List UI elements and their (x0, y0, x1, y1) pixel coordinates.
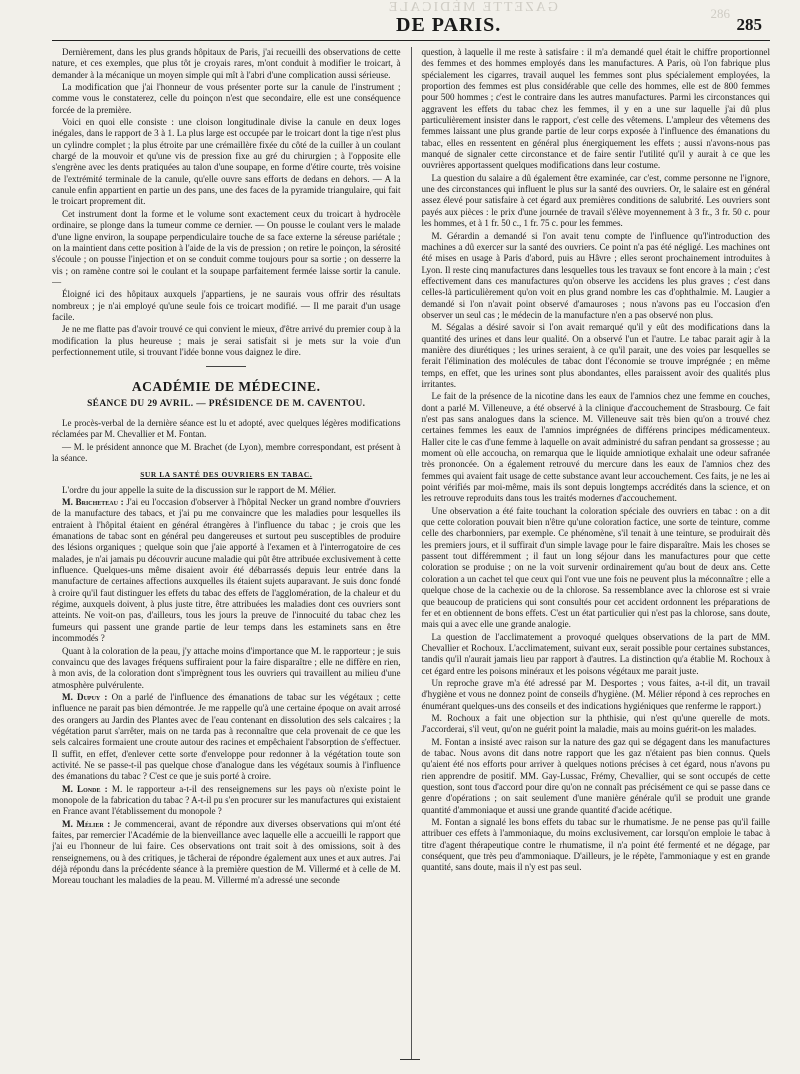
speech-text: J'ai eu l'occasion d'observer à l'hôpital Necker un grand nombre d'ouvriers de la manufacture des tabacs, et j'ai pu me convaincre que les maladies pour lesquelles ils entraient à l'hôpital étaient en général étrangères à l'influence du tabac ; je crois que les émanations de tabac sont en général peu dangereuses et surtout peu susceptibles de produire des lésions organiques ; quelque soin que j'aie apporté à l'examen et à l'interrogatoire de ces malades, je n'ai jamais pu découvrir aucune maladie qui pût être attribuée exclusivement à cette influence. Quelques-uns même disaient avoir été débarrassés depuis leur entrée dans la manufacture de certaines affections auxquelles ils étaient sujets auparavant. Je suis donc fondé à croire qu'il faut distinguer les effets du tabac des effets de l'agglomération, de la chaleur et du régime, auxquels doivent, à plus juste titre, être attribuées les maladies dont ces ouvriers sont atteints. Ne voit-on pas, d'ailleurs, tous les jours la preuve de l'innocuité du tabac chez les fumeurs qui passent une grande partie de leur temps dans les estaminets sans en être incommodés ? (52, 497, 401, 644)
paragraph: L'ordre du jour appelle la suite de la discussion sur le rapport de M. Mélier. (62, 484, 336, 495)
paragraph: Le procès-verbal de la dernière séance est lu et adopté, avec quelques légères modifications réclamées par M. Chevallier et M. Fontan. (52, 417, 401, 440)
topic-subheading: SUR LA SANTÉ DES OUVRIERS EN TABAC. (140, 470, 313, 480)
paragraph (52, 497, 401, 644)
speech-text: Je commencerai, avant de répondre aux diverses observations qui m'ont été faites, par remercier l'Académie de la bienveillance avec laquelle elle a accueilli le rapport que j'ai eu l'honneur de lui faire. Ces observations ont trait soit à des omissions, soit à des renseignemens, ou à des critiques, je tâcherai de répondre également aux unes et aux autres. J'ai déjà répondu dans la précédente séance à la première question de M. Villermé et à celle de M. Moreau touchant les maladies de la peau. M. Villermé m'a adressé une seconde (52, 818, 401, 886)
paragraph: Je ne me flatte pas d'avoir trouvé ce qui convient le mieux, d'être arrivé du premier coup à la modification la plus heureuse ; mais je serai satisfait si je mets sur la voie d'un perfectionnement utile, si trouvant l'idée bonne vous daignez le dire. (52, 324, 401, 357)
bleedthrough-page-number: 286 (710, 6, 730, 21)
newspaper-title: DE PARIS. (396, 14, 502, 36)
paragraph: question, à laquelle il me reste à satisfaire : il m'a demandé quel était le chiffre proportionnel des femmes et des hommes employés dans les manufactures. A Paris, où l'on fabrique plus spécialement les cigarres, travail auquel les femmes sont plus spécialement employées, la proportion des femmes est plus considérable que celle des hommes, elle est de 800 femmes pour 500 hommes ; c'est le contraire dans les autres manufactures. Parmi les circonstances qui aggravent les effets du tabac chez les femmes, il y en a une sur laquelle j'ai dû plus particulièrement insister dans le rapport, c'est celle des vêtemens. L'ampleur des vêtemens des femmes laissant une plus grande partie de leur corps exposée à l'influence des émanations du tabac, elles en ressentent en général plus énergiquement les effets ; aussi n'avons-nous pas manqué de signaler cette circonstance et de faire sentir l'utilité qu'il y aurait à ce que les ouvrières apportassent quelques modifications dans leur costume. (421, 47, 770, 171)
paragraph: Un reproche grave m'a été adressé par M. Desportes ; vous faites, a-t-il dit, un travail d'hygiène et vous ne donnez point de conseils d'hygiène. (M. Mélier répond à ces reproches en énumérant quelques-uns des conseils et des indications hygiéniques que renferme le rapport.) (421, 677, 770, 711)
paragraph: La modification que j'ai l'honneur de vous présenter porte sur la canule de l'instrument ; comme vous le constaterez, celle du poinçon n'est que secondaire, elle est une conséquence forcée de la première. (52, 82, 401, 115)
paragraph: La question de l'acclimatement a provoqué quelques observations de la part de MM. Chevallier et Rochoux. L'acclimatement, suivant eux, serait possible pour certaines substances, tandis qu'il n'aurait jamais lieu par rapport à d'autres. La distinction qu'a établie M. Rochoux à cet égard entre les poisons minéraux et les poisons végétaux me parait juste. (421, 631, 770, 676)
section-divider (206, 366, 246, 367)
paragraph: M. Fontan a signalé les bons effets du tabac sur le rhumatisme. Je ne pense pas qu'il faille attribuer ces effets à l'ammoniaque, du moins exclusivement, car lorsqu'on emploie le tabac à titre d'agent thérapeutique contre le rhumatisme, il n'a point été fermenté et ne dégage, par conséquent, que très peu d'ammoniaque. D'ailleurs, je le répète, l'ammoniaque y est en grande quantité, sans doute, mais il n'y est pas seul. (421, 817, 770, 873)
paragraph: Voici en quoi elle consiste : une cloison longitudinale divise la canule en deux loges inégales, dans le rapport de 3 à 1. La plus large est occupée par le troicart dont la tige n'est plus un cylindre complet ; la plus étroite par une crémaillère fixée du côté de la cuiller à un coulant chargé de la mouvoir et qu'une vis de pression fixe au gré du chirurgien ; à l'opposite elle s'engrène avec les dents pratiquées au talon d'une soupape, en forme d'étire courte, très voisine de l'extrémité terminale de la canule, qu'elle ouvre sans efforts de dedans en dehors. — A la canule enfin appartient en partie un des pans, une des faces de la pyramide triangulaire, qui fait le troicart proprement dit. (52, 117, 401, 207)
speaker-name: M. Bricheteau : (62, 497, 124, 508)
paragraph: Éloigné ici des hôpitaux auxquels j'appartiens, je ne saurais vous offrir des résultats nombreux ; je n'ai employé qu'une seule fois ce troicart modifié. — Il me parait d'un usage facile. (52, 289, 401, 322)
paragraph (52, 692, 401, 783)
speaker-name: M. Mélier : (62, 818, 111, 829)
speaker-name: M. Dupuy : (62, 691, 108, 702)
section-heading: ACADÉMIE DE MÉDECINE. (131, 379, 321, 395)
paragraph: Le fait de la présence de la nicotine dans les eaux de l'amnios chez une femme en couches, dont a parlé M. Villeneuve, a été observé à la clinique d'accouchement de Strasbourg. Ce fait n'est pas sans analogues dans la science. M. Villeneuve sait très bien qu'on a trouvé chez certaines femmes les eaux de l'amnios imprégnées de différens principes médicamenteux. Haller cite le cas d'une femme à laquelle on avait administré du safran pendant sa grossesse ; au moment où elle accoucha, on remarqua que le liquide amniotique exhalait une odeur safranée très prononcée. On a également retrouvé du mercure dans les eaux de l'amnios chez des femmes qui avaient fait usage de cette substance avant leur accouchement. Ces faits, je ne les ai point vérifiés par moi-même, mais ils sont depuis longtemps accrédités dans la science, et on les retrouve reproduits dans tous les traités modernes d'accouchement. (421, 391, 770, 504)
paragraph: M. Gérardin a demandé si l'on avait tenu compte de l'influence qu'l'introduction des machines a dû exercer sur la santé des ouvriers. Ce point n'a pas été négligé. Les machines ont été mises en usage à Paris d'abord, puis au Hâvre ; elles seront prochainement introduites à Lyon. Il reste cinq manufactures dans lesquelles tous les travaux se font encore à la main ; c'est effectivement dans ces manufactures qu'on observe les accidens les plus graves ; c'est dans celles-là particulièrement qu'on voit en plus grand nombre les cas d'ophthalmie. M. Laugier a demandé si l'on n'avait point observé d'amauroses ; nous n'avons pas eu l'occasion d'en observer un seul cas ; le médecin de la manufacture n'en a pas observé non plus. (421, 230, 770, 320)
column-rule (411, 47, 412, 1059)
paragraph: M. Ségalas a désiré savoir si l'on avait remarqué qu'il y eût des modifications dans la quantité des urines et dans leur qualité. On a observé l'un et l'autre. Le tabac parait agir à la manière des diurétiques ; les urines seraient, à ce qu'il parait, une des voies par lesquelles se ferait l'élimination des molécules de tabac dont l'économie se trouve imprégnée ; en même temps, en effet, que les urines sont plus abondantes, elles paraissent avoir des qualités plus irritantes. (421, 322, 770, 389)
paragraph: — M. le président annonce que M. Brachet (de Lyon), membre correspondant, est présent à la séance. (52, 441, 401, 463)
page-number: 285 (736, 15, 762, 34)
paragraph: Cet instrument dont la forme et le volume sont exactement ceux du troicart à hydrocèle ordinaire, se plonge dans la tumeur comme ce dernier. — On pousse le coulant vers le malade d'une ligne environ, la soupape perpendiculaire touche de sa face externe la séreuse pariétale ; on la maintient dans cette position à l'aide de la vis de pression ; on retire le poinçon, la sérosité s'écoule ; on pousse l'injection et on se conduit comme toujours pour sa sortie ; on desserre la vis ; on ramène contre soi le coulant et la soupape parfaitement fermée laisse sortir la canule. — (52, 208, 401, 287)
speaker-name: M. Londe : (62, 783, 108, 794)
page-header (52, 0, 770, 41)
paragraph: M. Fontan a insisté avec raison sur la nature des gaz qui se dégagent dans les manufactures de tabac. Nous avons dit dans notre rapport que les gaz n'étaient pas bien connus. Quels qu'aient été nos efforts pour arriver à quelques notions précises à cet égard, nous n'avons pu rien apprendre de positif. MM. Gay-Lussac, Frémy, Chevallier, qui se sont occupés de cette question, sont tous d'accord pour dire qu'on ne connaît pas précisément ce qui se passe dans ce genre d'opérations ; on sait seulement d'une manière générale qu'il se produit une grande quantité d'ammoniaque et aussi une grande quantité d'acide acétique. (421, 736, 770, 815)
speech-text: M. le rapporteur a-t-il des renseignemens sur les pays où n'existe point le monopole de la fabrication du tabac ? A-t-il pu s'en procurer sur les manufactures qui existaient en France avant l'établissement du monopole ? (52, 783, 401, 817)
paragraph (52, 784, 401, 818)
mirrored-bleedthrough-title: GAZETTE MÉDICALE (387, 0, 558, 15)
paragraph: Dernièrement, dans les plus grands hôpitaux de Paris, j'ai recueilli des observations de cette nature, et ces exemples, que plus tôt je croyais rares, m'ont conduit à modifier le troicart, à demander à la mécanique un moyen simple qui mît à l'abri d'une complication aussi sérieuse. (52, 47, 401, 80)
right-column (421, 47, 770, 1059)
paragraph: Une observation a été faite touchant la coloration spéciale des ouvriers en tabac : on a dit que cette coloration pouvait bien n'être qu'une coloration factice, une sorte de teinture, comme celle des charbonniers, par exemple. Ce phénomène, s'il tenait à une teinture, se produirait dès les premiers jours, et il suffirait d'un simple lavage pour le faire disparaître. Mais les choses se passent tout différemment ; il faut un long séjour dans les manufactures pour que cette coloration se produise ; on ne la voit survenir ordinairement qu'au bout de deux ans. Cette coloration a un cachet tel que ceux qui l'ont vue une fois ne peuvent plus la méconnaître ; elle a quelque chose de la cachexie ou de la chlorose. Sa ressemblance avec la chlorose est si vraie que beaucoup de praticiens qui sont consultés pour cet accident ordonnent les préparations de fer et en obtiennent de bons effets. C'est un état particulier qui n'est pas la chlorose, sans doute, mais qui a avec elle une grande analogie. (421, 505, 770, 630)
paragraph: Quant à la coloration de la peau, j'y attache moins d'importance que M. le rapporteur ; je suis convaincu que des lavages fréquens suffiraient pour la faire disparaître ; elle ne diffère en rien, à mon avis, de la coloration dont s'imprègnent tous les ouvriers qui travaillent au milieu d'une atmosphère pulvérulente. (52, 645, 401, 690)
speech-text: On a parlé de l'influence des émanations de tabac sur les végétaux ; cette influence ne parait pas bien démontrée. Je me rappelle qu'à une certaine époque on avait arrosé des orangers au Jardin des Plantes avec de l'eau contenant en dissolution des sels calcaires ; la végétation parut s'arrêter, mais on ne tarda pas à reconnaître que cela provenait de ce que les sels calcaires formaient une croute autour des racines et empêchaient l'absorption de s'effectuer. Il suffit, en effet, d'enlever cette sorte d'enveloppe pour redonner à la végétation toute son activité. Ne se passe-t-il pas quelque chose d'analogue dans les végétaux soumis à l'influence des émanations du tabac ? C'est ce que je suis porté à croire. (52, 691, 401, 782)
paragraph: M. Rochoux a fait une objection sur la phthisie, qui n'est qu'une querelle de mots. J'accorderai, s'il veut, qu'on ne guérit point la maladie, mais au moins guérit-on les malades. (421, 712, 770, 735)
left-column (52, 47, 401, 1059)
session-heading: SÉANCE DU 29 AVRIL. — PRÉSIDENCE DE M. CAVENTOU. (87, 398, 366, 409)
two-column-body (52, 47, 770, 1059)
paragraph (52, 819, 401, 887)
footer-mark (400, 1059, 420, 1060)
paragraph: La question du salaire a dû également être examinée, car c'est, comme personne ne l'ignore, une des circonstances qui influent le plus sur la santé des ouvriers. Or, le salaire est en général assez élevé pour satisfaire à cet égard aux premières conditions de salubrité. Les ouvriers sont payés aux pièces : le prix d'une journée de travail s'élève moyennement à 3 fr., 3 fr. 50 c. pour les hommes, et à 1 fr. 50 c., 1 fr. 75 c. pour les femmes. (421, 172, 770, 229)
